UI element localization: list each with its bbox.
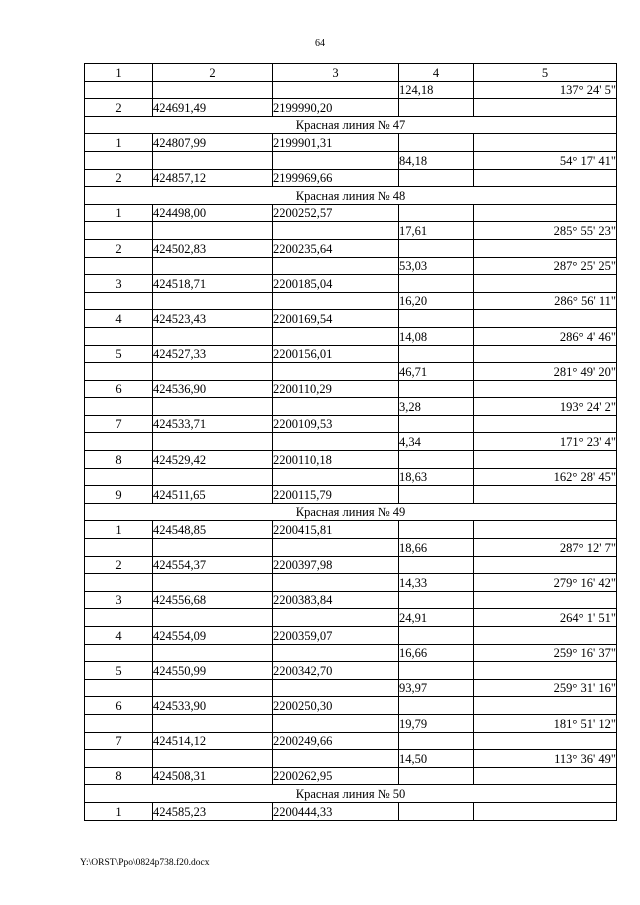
angle-empty (474, 134, 617, 152)
distance: 4,34 (399, 433, 474, 451)
x-coordinate: 424527,33 (153, 345, 273, 363)
point-number: 1 (85, 134, 153, 152)
section-header-row (85, 116, 617, 134)
section-header-row (85, 187, 617, 205)
point-number-empty (85, 750, 153, 768)
distance-empty (399, 239, 474, 257)
distance-empty (399, 451, 474, 469)
y-coordinate: 2199969,66 (273, 169, 399, 187)
x-coordinate-empty (153, 609, 273, 627)
angle-empty (474, 310, 617, 328)
x-coordinate-empty (153, 151, 273, 169)
segment-row (85, 292, 617, 310)
angle-empty (474, 556, 617, 574)
x-coordinate-empty (153, 81, 273, 99)
direction-angle: 287° 25' 25" (474, 257, 617, 275)
y-coordinate-empty (273, 609, 399, 627)
distance-empty (399, 169, 474, 187)
point-number-empty (85, 468, 153, 486)
x-coordinate-empty (153, 750, 273, 768)
y-coordinate-empty (273, 398, 399, 416)
point-number: 9 (85, 486, 153, 504)
segment-row (85, 363, 617, 381)
segment-row (85, 644, 617, 662)
angle-empty (474, 380, 617, 398)
x-coordinate: 424514,12 (153, 732, 273, 750)
y-coordinate: 2200169,54 (273, 310, 399, 328)
y-coordinate-empty (273, 714, 399, 732)
segment-row (85, 257, 617, 275)
section-header-row (85, 503, 617, 521)
point-row (85, 134, 617, 152)
angle-empty (474, 591, 617, 609)
y-coordinate-empty (273, 574, 399, 592)
point-row (85, 380, 617, 398)
distance: 46,71 (399, 363, 474, 381)
x-coordinate-empty (153, 222, 273, 240)
point-number-empty (85, 151, 153, 169)
distance: 14,08 (399, 327, 474, 345)
y-coordinate: 2200262,95 (273, 767, 399, 785)
distance-empty (399, 99, 474, 117)
angle-empty (474, 767, 617, 785)
x-coordinate: 424554,37 (153, 556, 273, 574)
y-coordinate-empty (273, 257, 399, 275)
distance-empty (399, 486, 474, 504)
point-number-empty (85, 222, 153, 240)
distance-empty (399, 134, 474, 152)
y-coordinate: 2200156,01 (273, 345, 399, 363)
segment-row (85, 433, 617, 451)
distance: 16,20 (399, 292, 474, 310)
distance: 14,33 (399, 574, 474, 592)
distance: 24,91 (399, 609, 474, 627)
angle-empty (474, 239, 617, 257)
segment-row (85, 609, 617, 627)
distance: 53,03 (399, 257, 474, 275)
y-coordinate: 2199990,20 (273, 99, 399, 117)
point-number: 5 (85, 345, 153, 363)
angle-empty (474, 169, 617, 187)
point-number: 7 (85, 415, 153, 433)
angle-empty (474, 99, 617, 117)
direction-angle: 54° 17' 41" (474, 151, 617, 169)
point-row (85, 169, 617, 187)
distance-empty (399, 415, 474, 433)
x-coordinate: 424556,68 (153, 591, 273, 609)
point-number: 1 (85, 521, 153, 539)
segment-row (85, 539, 617, 557)
point-row (85, 415, 617, 433)
distance: 93,97 (399, 679, 474, 697)
direction-angle: 181° 51' 12" (474, 714, 617, 732)
point-number: 8 (85, 451, 153, 469)
point-number: 2 (85, 169, 153, 187)
point-number-empty (85, 433, 153, 451)
y-coordinate: 2200342,70 (273, 662, 399, 680)
y-coordinate: 2200250,30 (273, 697, 399, 715)
direction-angle: 286° 56' 11" (474, 292, 617, 310)
point-number-empty (85, 398, 153, 416)
x-coordinate-empty (153, 679, 273, 697)
point-number: 3 (85, 275, 153, 293)
point-row (85, 662, 617, 680)
y-coordinate: 2200359,07 (273, 627, 399, 645)
direction-angle: 113° 36' 49" (474, 750, 617, 768)
y-coordinate: 2200109,53 (273, 415, 399, 433)
angle-empty (474, 204, 617, 222)
y-coordinate: 2200252,57 (273, 204, 399, 222)
x-coordinate: 424691,49 (153, 99, 273, 117)
point-number-empty (85, 609, 153, 627)
point-row (85, 239, 617, 257)
x-coordinate: 424498,00 (153, 204, 273, 222)
point-row (85, 556, 617, 574)
distance: 84,18 (399, 151, 474, 169)
distance-empty (399, 802, 474, 820)
x-coordinate: 424533,71 (153, 415, 273, 433)
distance-empty (399, 662, 474, 680)
angle-empty (474, 627, 617, 645)
point-row (85, 345, 617, 363)
point-row (85, 802, 617, 820)
y-coordinate-empty (273, 81, 399, 99)
x-coordinate: 424533,90 (153, 697, 273, 715)
point-row (85, 451, 617, 469)
header-row (85, 64, 617, 82)
x-coordinate: 424548,85 (153, 521, 273, 539)
x-coordinate: 424554,09 (153, 627, 273, 645)
point-number-empty (85, 363, 153, 381)
point-number: 4 (85, 627, 153, 645)
direction-angle: 286° 4' 46" (474, 327, 617, 345)
point-number-empty (85, 292, 153, 310)
point-number: 1 (85, 204, 153, 222)
x-coordinate-empty (153, 574, 273, 592)
direction-angle: 171° 23' 4" (474, 433, 617, 451)
x-coordinate: 424536,90 (153, 380, 273, 398)
point-row (85, 275, 617, 293)
y-coordinate: 2199901,31 (273, 134, 399, 152)
distance: 18,63 (399, 468, 474, 486)
distance-empty (399, 732, 474, 750)
y-coordinate-empty (273, 222, 399, 240)
angle-empty (474, 415, 617, 433)
x-coordinate: 424502,83 (153, 239, 273, 257)
distance-empty (399, 556, 474, 574)
x-coordinate-empty (153, 327, 273, 345)
point-row (85, 521, 617, 539)
direction-angle: 137° 24' 5" (474, 81, 617, 99)
x-coordinate-empty (153, 363, 273, 381)
section-title: Красная линия № 50 (85, 785, 617, 803)
point-number-empty (85, 257, 153, 275)
y-coordinate-empty (273, 433, 399, 451)
distance-empty (399, 310, 474, 328)
y-coordinate-empty (273, 750, 399, 768)
y-coordinate: 2200249,66 (273, 732, 399, 750)
point-number-empty (85, 539, 153, 557)
point-number-empty (85, 574, 153, 592)
page-number: 64 (315, 38, 325, 49)
distance-empty (399, 767, 474, 785)
y-coordinate: 2200115,79 (273, 486, 399, 504)
angle-empty (474, 697, 617, 715)
x-coordinate: 424511,65 (153, 486, 273, 504)
point-number: 2 (85, 556, 153, 574)
y-coordinate-empty (273, 292, 399, 310)
x-coordinate: 424508,31 (153, 767, 273, 785)
x-coordinate-empty (153, 644, 273, 662)
angle-empty (474, 275, 617, 293)
header-cell: 3 (273, 64, 399, 82)
angle-empty (474, 662, 617, 680)
x-coordinate-empty (153, 714, 273, 732)
point-number-empty (85, 327, 153, 345)
y-coordinate: 2200415,81 (273, 521, 399, 539)
x-coordinate-empty (153, 292, 273, 310)
direction-angle: 259° 16' 37" (474, 644, 617, 662)
point-number-empty (85, 679, 153, 697)
point-row (85, 627, 617, 645)
x-coordinate: 424585,23 (153, 802, 273, 820)
direction-angle: 279° 16' 42" (474, 574, 617, 592)
x-coordinate-empty (153, 433, 273, 451)
segment-row (85, 679, 617, 697)
direction-angle: 281° 49' 20" (474, 363, 617, 381)
y-coordinate: 2200110,18 (273, 451, 399, 469)
angle-empty (474, 802, 617, 820)
x-coordinate: 424857,12 (153, 169, 273, 187)
distance-empty (399, 380, 474, 398)
segment-row (85, 714, 617, 732)
x-coordinate: 424523,43 (153, 310, 273, 328)
direction-angle: 259° 31' 16" (474, 679, 617, 697)
point-number-empty (85, 81, 153, 99)
angle-empty (474, 486, 617, 504)
point-row (85, 204, 617, 222)
section-header-row (85, 785, 617, 803)
distance-empty (399, 275, 474, 293)
point-number: 5 (85, 662, 153, 680)
segment-row (85, 222, 617, 240)
y-coordinate-empty (273, 151, 399, 169)
x-coordinate: 424807,99 (153, 134, 273, 152)
point-row (85, 591, 617, 609)
direction-angle: 285° 55' 23" (474, 222, 617, 240)
point-number: 3 (85, 591, 153, 609)
angle-empty (474, 451, 617, 469)
point-row (85, 767, 617, 785)
segment-row (85, 468, 617, 486)
y-coordinate: 2200110,29 (273, 380, 399, 398)
point-number-empty (85, 644, 153, 662)
distance: 17,61 (399, 222, 474, 240)
header-cell: 2 (153, 64, 273, 82)
direction-angle: 264° 1' 51" (474, 609, 617, 627)
distance-empty (399, 345, 474, 363)
x-coordinate: 424518,71 (153, 275, 273, 293)
point-number: 6 (85, 697, 153, 715)
distance: 18,66 (399, 539, 474, 557)
y-coordinate-empty (273, 679, 399, 697)
segment-row (85, 574, 617, 592)
y-coordinate: 2200235,64 (273, 239, 399, 257)
section-title: Красная линия № 49 (85, 503, 617, 521)
header-cell: 5 (474, 64, 617, 82)
x-coordinate: 424550,99 (153, 662, 273, 680)
point-number: 6 (85, 380, 153, 398)
file-path-footer: Y:\ORST\Ppo\0824p738.f20.docx (80, 858, 210, 868)
point-row (85, 310, 617, 328)
x-coordinate-empty (153, 539, 273, 557)
point-number: 2 (85, 99, 153, 117)
point-row (85, 486, 617, 504)
y-coordinate-empty (273, 539, 399, 557)
distance: 3,28 (399, 398, 474, 416)
angle-empty (474, 345, 617, 363)
segment-row (85, 81, 617, 99)
direction-angle: 193° 24' 2" (474, 398, 617, 416)
section-title: Красная линия № 48 (85, 187, 617, 205)
distance-empty (399, 204, 474, 222)
y-coordinate: 2200383,84 (273, 591, 399, 609)
distance-empty (399, 521, 474, 539)
x-coordinate-empty (153, 468, 273, 486)
distance: 14,50 (399, 750, 474, 768)
angle-empty (474, 521, 617, 539)
x-coordinate-empty (153, 257, 273, 275)
point-row (85, 732, 617, 750)
point-number: 2 (85, 239, 153, 257)
y-coordinate-empty (273, 327, 399, 345)
distance-empty (399, 591, 474, 609)
segment-row (85, 151, 617, 169)
point-number: 7 (85, 732, 153, 750)
point-number-empty (85, 714, 153, 732)
x-coordinate-empty (153, 398, 273, 416)
segment-row (85, 398, 617, 416)
section-title: Красная линия № 47 (85, 116, 617, 134)
header-cell: 1 (85, 64, 153, 82)
coordinates-table (84, 63, 617, 821)
point-number: 4 (85, 310, 153, 328)
point-row (85, 697, 617, 715)
point-number: 1 (85, 802, 153, 820)
x-coordinate: 424529,42 (153, 451, 273, 469)
y-coordinate: 2200397,98 (273, 556, 399, 574)
direction-angle: 162° 28' 45" (474, 468, 617, 486)
y-coordinate-empty (273, 363, 399, 381)
y-coordinate: 2200444,33 (273, 802, 399, 820)
distance-empty (399, 627, 474, 645)
point-number: 8 (85, 767, 153, 785)
y-coordinate: 2200185,04 (273, 275, 399, 293)
distance-empty (399, 697, 474, 715)
angle-empty (474, 732, 617, 750)
y-coordinate-empty (273, 644, 399, 662)
segment-row (85, 327, 617, 345)
segment-row (85, 750, 617, 768)
point-row (85, 99, 617, 117)
distance: 124,18 (399, 81, 474, 99)
distance: 16,66 (399, 644, 474, 662)
direction-angle: 287° 12' 7" (474, 539, 617, 557)
header-cell: 4 (399, 64, 474, 82)
distance: 19,79 (399, 714, 474, 732)
y-coordinate-empty (273, 468, 399, 486)
